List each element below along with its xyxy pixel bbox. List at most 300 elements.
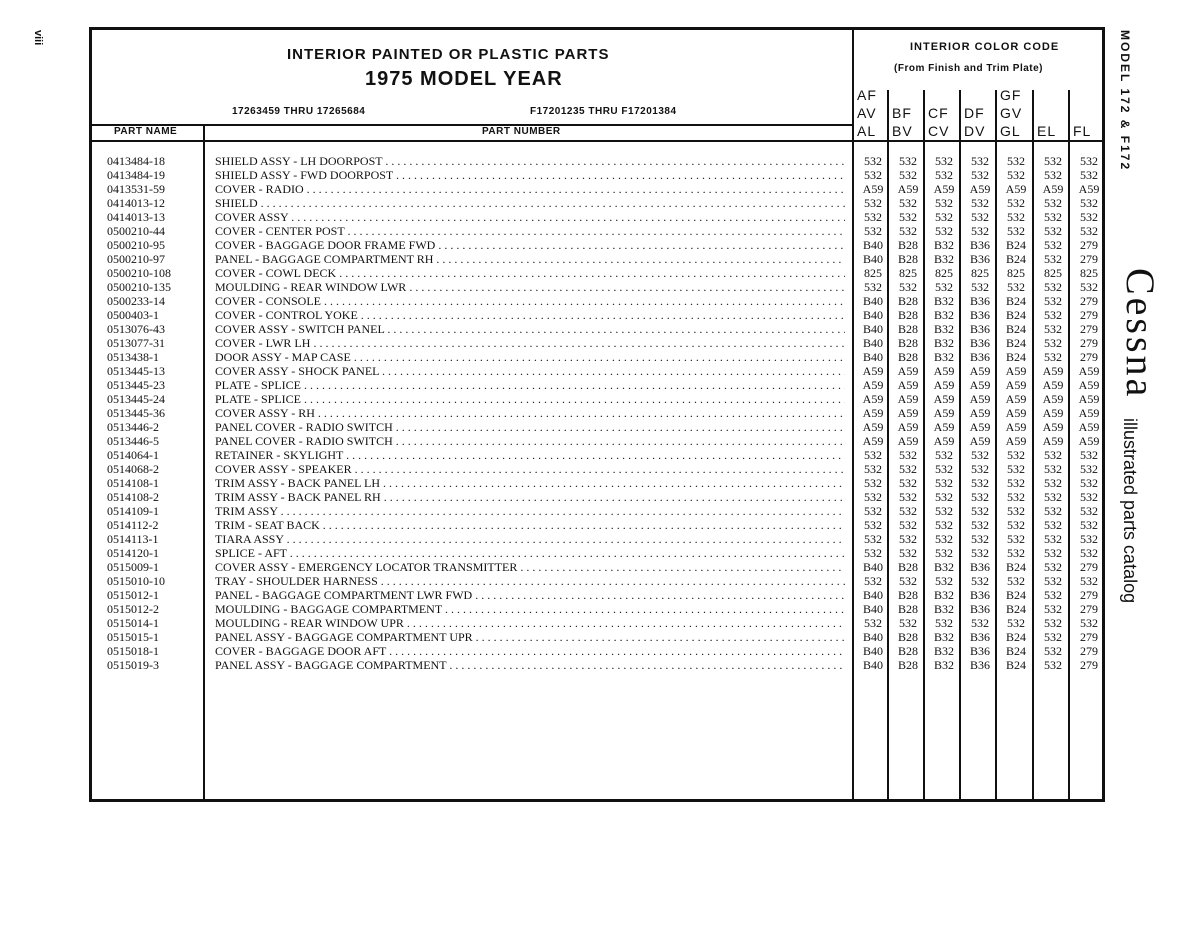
part-description: TRIM ASSY . . . xyxy=(215,504,845,518)
color-code-value: B36 xyxy=(969,294,990,308)
color-code-value: B36 xyxy=(969,630,990,644)
part-description: TIARA ASSY . . . xyxy=(215,532,845,546)
color-code-value: 532 xyxy=(1007,448,1025,462)
part-description: COVER - BAGGAGE DOOR AFT . . . xyxy=(215,644,845,658)
color-code-value: B36 xyxy=(969,308,990,322)
color-code-value: 532 xyxy=(1044,560,1062,574)
color-code-header: DV xyxy=(964,123,986,139)
part-number: 0500210-135 xyxy=(107,280,171,294)
color-code-value: 825 xyxy=(864,266,882,280)
color-code-value: A59 xyxy=(1042,420,1064,434)
color-code-value: B28 xyxy=(897,238,918,252)
color-code-value: 532 xyxy=(1080,546,1098,560)
color-code-value: A59 xyxy=(897,420,919,434)
color-code-value: 279 xyxy=(1080,658,1098,672)
part-description: TRIM ASSY - BACK PANEL RH . . . xyxy=(215,490,845,504)
part-number: 0500210-97 xyxy=(107,252,165,266)
color-code-value: A59 xyxy=(1042,392,1064,406)
color-code-value: 532 xyxy=(1080,448,1098,462)
color-code-value: A59 xyxy=(862,182,884,196)
color-code-value: 532 xyxy=(1044,574,1062,588)
color-code-value: 532 xyxy=(864,532,882,546)
part-description: MOULDING - REAR WINDOW LWR . . . xyxy=(215,280,845,294)
color-code-value: A59 xyxy=(1042,182,1064,196)
part-number: 0515012-2 xyxy=(107,602,159,616)
color-code-value: 532 xyxy=(1007,616,1025,630)
color-code-value: B24 xyxy=(1005,322,1026,336)
color-code-header: DF xyxy=(964,105,985,121)
color-code-value: B32 xyxy=(933,644,954,658)
color-code-value: A59 xyxy=(969,420,991,434)
part-description: PANEL - BAGGAGE COMPARTMENT LWR FWD . . . xyxy=(215,588,845,602)
color-code-value: 825 xyxy=(1044,266,1062,280)
color-code-value: B40 xyxy=(862,644,883,658)
header-rule-top xyxy=(92,124,852,126)
serial-range-left: 17263459 THRU 17265684 xyxy=(232,106,366,117)
color-code-value: 532 xyxy=(935,210,953,224)
color-code-value: 532 xyxy=(971,196,989,210)
color-code-header: AF xyxy=(857,87,877,103)
color-code-value: 532 xyxy=(1044,308,1062,322)
color-code-value: A59 xyxy=(897,378,919,392)
color-code-value: B28 xyxy=(897,560,918,574)
color-code-value: 532 xyxy=(1044,462,1062,476)
color-code-value: A59 xyxy=(1078,378,1100,392)
table-row xyxy=(92,476,1102,490)
color-code-value: 532 xyxy=(1044,490,1062,504)
table-row xyxy=(92,266,1102,280)
color-code-header: CF xyxy=(928,105,949,121)
part-number: 0515010-10 xyxy=(107,574,165,588)
table-row xyxy=(92,490,1102,504)
color-code-value: 532 xyxy=(1044,154,1062,168)
color-code-value: 532 xyxy=(935,462,953,476)
color-code-value: 532 xyxy=(935,168,953,182)
color-code-header: FL xyxy=(1073,123,1092,139)
table-row xyxy=(92,350,1102,364)
color-code-value: 279 xyxy=(1080,252,1098,266)
color-code-value: 532 xyxy=(864,196,882,210)
color-code-value: A59 xyxy=(933,420,955,434)
part-number: 0514068-2 xyxy=(107,462,159,476)
color-code-value: 279 xyxy=(1080,560,1098,574)
color-code-value: 532 xyxy=(935,546,953,560)
color-code-value: 532 xyxy=(971,448,989,462)
part-description: PANEL - BAGGAGE COMPARTMENT RH . . . xyxy=(215,252,845,266)
color-code-value: B36 xyxy=(969,602,990,616)
color-code-value: A59 xyxy=(1078,392,1100,406)
color-code-value: B32 xyxy=(933,630,954,644)
color-code-value: B24 xyxy=(1005,308,1026,322)
part-number: 0513445-13 xyxy=(107,364,165,378)
color-code-value: A59 xyxy=(1005,406,1027,420)
color-code-value: A59 xyxy=(897,434,919,448)
color-code-value: B24 xyxy=(1005,294,1026,308)
color-code-value: A59 xyxy=(933,434,955,448)
color-code-value: A59 xyxy=(1042,434,1064,448)
color-code-value: 532 xyxy=(1007,476,1025,490)
color-code-value: A59 xyxy=(1078,406,1100,420)
color-code-value: 532 xyxy=(1080,490,1098,504)
color-code-value: B24 xyxy=(1005,252,1026,266)
table-row xyxy=(92,378,1102,392)
part-number: 0414013-13 xyxy=(107,210,165,224)
color-code-value: 532 xyxy=(1080,210,1098,224)
color-code-value: 532 xyxy=(935,224,953,238)
color-code-value: 532 xyxy=(899,462,917,476)
color-code-value: A59 xyxy=(862,434,884,448)
serial-range-right: F17201235 THRU F17201384 xyxy=(530,106,677,117)
color-code-value: 532 xyxy=(971,462,989,476)
color-code-value: A59 xyxy=(862,406,884,420)
color-code-header: EL xyxy=(1037,123,1057,139)
part-description: SHIELD . . . xyxy=(215,196,845,210)
part-number: 0513438-1 xyxy=(107,350,159,364)
color-code-value: 532 xyxy=(1080,462,1098,476)
color-code-value: 532 xyxy=(899,168,917,182)
color-code-value: 532 xyxy=(864,168,882,182)
color-code-value: A59 xyxy=(1078,420,1100,434)
color-code-value: 532 xyxy=(935,196,953,210)
color-code-header: CV xyxy=(928,123,950,139)
color-code-value: 532 xyxy=(971,168,989,182)
part-number: 0513076-43 xyxy=(107,322,165,336)
color-code-value: 532 xyxy=(1044,504,1062,518)
part-description: PANEL COVER - RADIO SWITCH . . . xyxy=(215,434,845,448)
part-number: 0514113-1 xyxy=(107,532,159,546)
part-description: COVER ASSY - SPEAKER . . . xyxy=(215,462,845,476)
part-description: MOULDING - REAR WINDOW UPR . . . xyxy=(215,616,845,630)
color-code-value: 279 xyxy=(1080,644,1098,658)
color-code-value: B28 xyxy=(897,294,918,308)
color-code-value: 532 xyxy=(899,616,917,630)
color-code-value: 532 xyxy=(864,154,882,168)
color-code-value: 532 xyxy=(899,532,917,546)
color-code-value: 532 xyxy=(1080,280,1098,294)
parts-table-frame xyxy=(89,27,1105,802)
part-description: DOOR ASSY - MAP CASE . . . xyxy=(215,350,845,364)
color-code-value: 532 xyxy=(899,210,917,224)
color-code-header: BV xyxy=(892,123,913,139)
color-code-value: 532 xyxy=(1007,546,1025,560)
color-code-value: 532 xyxy=(864,504,882,518)
page-number: viii xyxy=(32,30,44,46)
color-code-header: BF xyxy=(892,105,912,121)
color-code-value: 532 xyxy=(1080,532,1098,546)
color-code-value: B36 xyxy=(969,238,990,252)
color-code-value: 825 xyxy=(1007,266,1025,280)
color-code-value: 532 xyxy=(971,476,989,490)
color-code-value: 532 xyxy=(899,518,917,532)
color-code-value: 532 xyxy=(1080,574,1098,588)
color-code-header: AL xyxy=(857,123,877,139)
table-row xyxy=(92,336,1102,350)
part-description: COVER - CONTROL YOKE . . . xyxy=(215,308,845,322)
color-code-value: 825 xyxy=(971,266,989,280)
color-code-value: B40 xyxy=(862,336,883,350)
color-code-value: 279 xyxy=(1080,294,1098,308)
color-code-value: 532 xyxy=(971,280,989,294)
color-code-value: 279 xyxy=(1080,308,1098,322)
table-row xyxy=(92,294,1102,308)
color-code-value: 532 xyxy=(1080,616,1098,630)
table-row xyxy=(92,238,1102,252)
color-code-value: 532 xyxy=(899,196,917,210)
color-code-value: 532 xyxy=(971,518,989,532)
color-code-value: B36 xyxy=(969,658,990,672)
color-code-value: 532 xyxy=(935,448,953,462)
part-description: PANEL ASSY - BAGGAGE COMPARTMENT . . . xyxy=(215,658,845,672)
color-code-value: A59 xyxy=(933,364,955,378)
color-code-value: 279 xyxy=(1080,350,1098,364)
part-description: PLATE - SPLICE . . . xyxy=(215,378,845,392)
table-row xyxy=(92,448,1102,462)
color-code-value: 532 xyxy=(1044,252,1062,266)
color-code-value: 532 xyxy=(1007,574,1025,588)
color-code-value: B28 xyxy=(897,252,918,266)
color-code-value: A59 xyxy=(969,406,991,420)
table-row xyxy=(92,252,1102,266)
part-description: COVER ASSY - RH . . . xyxy=(215,406,845,420)
color-code-value: 532 xyxy=(899,546,917,560)
color-code-value: 532 xyxy=(1080,518,1098,532)
color-code-value: A59 xyxy=(897,392,919,406)
color-code-value: A59 xyxy=(1078,182,1100,196)
color-code-header: AV xyxy=(857,105,877,121)
color-code-value: A59 xyxy=(862,364,884,378)
color-code-value: B40 xyxy=(862,322,883,336)
color-code-value: A59 xyxy=(969,182,991,196)
table-row xyxy=(92,462,1102,476)
color-code-value: 532 xyxy=(864,224,882,238)
part-description: COVER ASSY - SWITCH PANEL . . . xyxy=(215,322,845,336)
color-code-value: A59 xyxy=(1042,406,1064,420)
table-row xyxy=(92,154,1102,168)
color-code-value: 532 xyxy=(1007,504,1025,518)
color-code-value: 532 xyxy=(1044,280,1062,294)
part-description: COVER - BAGGAGE DOOR FRAME FWD . . . xyxy=(215,238,845,252)
color-code-value: A59 xyxy=(862,420,884,434)
color-code-value: 532 xyxy=(1044,644,1062,658)
part-description: SPLICE - AFT . . . xyxy=(215,546,845,560)
color-code-value: B40 xyxy=(862,602,883,616)
color-code-value: 532 xyxy=(864,546,882,560)
color-code-value: A59 xyxy=(969,364,991,378)
color-code-value: B28 xyxy=(897,350,918,364)
color-code-value: 532 xyxy=(935,490,953,504)
color-code-value: B40 xyxy=(862,238,883,252)
color-code-value: 532 xyxy=(899,448,917,462)
part-number: 0514112-2 xyxy=(107,518,159,532)
color-code-value: A59 xyxy=(933,378,955,392)
color-code-value: B32 xyxy=(933,252,954,266)
color-code-value: 532 xyxy=(1044,350,1062,364)
part-description: COVER - RADIO . . . xyxy=(215,182,845,196)
color-code-value: A59 xyxy=(933,406,955,420)
color-code-value: A59 xyxy=(933,392,955,406)
color-code-value: 279 xyxy=(1080,630,1098,644)
part-name-header: PART NAME xyxy=(114,126,178,137)
color-code-value: 532 xyxy=(971,504,989,518)
part-number: 0513446-5 xyxy=(107,434,159,448)
color-code-value: 532 xyxy=(1080,224,1098,238)
table-row xyxy=(92,392,1102,406)
color-code-value: B36 xyxy=(969,644,990,658)
color-code-value: 532 xyxy=(864,462,882,476)
table-row xyxy=(92,630,1102,644)
color-code-value: 532 xyxy=(899,280,917,294)
color-code-value: 532 xyxy=(971,574,989,588)
catalog-label: illustrated parts catalog xyxy=(1120,418,1140,604)
table-row xyxy=(92,546,1102,560)
color-code-value: 532 xyxy=(1044,168,1062,182)
part-number: 0515012-1 xyxy=(107,588,159,602)
color-code-value: 825 xyxy=(1080,266,1098,280)
color-code-value: 532 xyxy=(864,448,882,462)
table-row xyxy=(92,308,1102,322)
color-code-value: 532 xyxy=(1007,532,1025,546)
part-number: 0514109-1 xyxy=(107,504,159,518)
color-code-value: B32 xyxy=(933,658,954,672)
table-row xyxy=(92,420,1102,434)
table-row xyxy=(92,532,1102,546)
brand-logo: Cessna xyxy=(1118,268,1163,400)
color-code-value: 532 xyxy=(864,616,882,630)
color-code-value: B24 xyxy=(1005,658,1026,672)
part-number: 0513446-2 xyxy=(107,420,159,434)
color-code-value: B40 xyxy=(862,588,883,602)
color-code-value: A59 xyxy=(897,364,919,378)
table-row xyxy=(92,574,1102,588)
color-code-value: 532 xyxy=(1044,476,1062,490)
part-number: 0513077-31 xyxy=(107,336,165,350)
part-description: SHIELD ASSY - LH DOORPOST . . . xyxy=(215,154,845,168)
part-number: 0515014-1 xyxy=(107,616,159,630)
color-code-value: B28 xyxy=(897,308,918,322)
color-code-value: 532 xyxy=(864,518,882,532)
color-code-value: B40 xyxy=(862,630,883,644)
color-code-value: A59 xyxy=(1005,420,1027,434)
color-code-value: 532 xyxy=(1044,658,1062,672)
color-code-value: B32 xyxy=(933,322,954,336)
part-description: TRIM - SEAT BACK . . . xyxy=(215,518,845,532)
color-code-value: A59 xyxy=(1005,434,1027,448)
part-number: 0513445-24 xyxy=(107,392,165,406)
color-code-value: 532 xyxy=(1044,518,1062,532)
color-code-value: 279 xyxy=(1080,588,1098,602)
color-code-value: 532 xyxy=(1044,196,1062,210)
color-code-value: A59 xyxy=(969,378,991,392)
color-code-value: 532 xyxy=(1080,154,1098,168)
color-code-value: 532 xyxy=(864,210,882,224)
part-number: 0413531-59 xyxy=(107,182,165,196)
part-number: 0514120-1 xyxy=(107,546,159,560)
table-row xyxy=(92,406,1102,420)
color-code-value: 825 xyxy=(899,266,917,280)
part-description: COVER ASSY - EMERGENCY LOCATOR TRANSMITTER . . . xyxy=(215,560,845,574)
part-description: COVER - LWR LH . . . xyxy=(215,336,845,350)
color-code-value: 532 xyxy=(1044,210,1062,224)
color-code-value: 532 xyxy=(971,532,989,546)
table-row xyxy=(92,210,1102,224)
table-row xyxy=(92,644,1102,658)
part-description: PANEL ASSY - BAGGAGE COMPARTMENT UPR . . . xyxy=(215,630,845,644)
color-code-value: B32 xyxy=(933,294,954,308)
part-number-header: PART NUMBER xyxy=(482,126,561,137)
color-code-value: 532 xyxy=(1080,196,1098,210)
color-code-value: A59 xyxy=(862,378,884,392)
color-code-value: B36 xyxy=(969,322,990,336)
table-title: INTERIOR PAINTED OR PLASTIC PARTS xyxy=(287,46,610,63)
color-code-value: 532 xyxy=(1044,224,1062,238)
color-code-value: 532 xyxy=(971,154,989,168)
part-description: COVER ASSY . . . xyxy=(215,210,845,224)
part-description: SHIELD ASSY - FWD DOORPOST . . . xyxy=(215,168,845,182)
part-description: COVER - CENTER POST . . . xyxy=(215,224,845,238)
part-number: 0513445-23 xyxy=(107,378,165,392)
color-code-value: 532 xyxy=(864,280,882,294)
color-code-value: A59 xyxy=(1078,364,1100,378)
color-code-value: 532 xyxy=(1044,336,1062,350)
color-code-value: B40 xyxy=(862,252,883,266)
table-row xyxy=(92,588,1102,602)
part-description: COVER - COWL DECK . . . xyxy=(215,266,845,280)
color-code-value: A59 xyxy=(862,392,884,406)
color-code-value: B24 xyxy=(1005,588,1026,602)
color-code-value: 532 xyxy=(971,490,989,504)
header-rule-bottom xyxy=(92,140,1102,142)
part-description: TRIM ASSY - BACK PANEL LH . . . xyxy=(215,476,845,490)
parts-list xyxy=(92,154,1102,672)
color-code-value: 532 xyxy=(935,154,953,168)
color-code-value: B32 xyxy=(933,238,954,252)
color-code-value: 532 xyxy=(864,574,882,588)
color-code-value: B24 xyxy=(1005,630,1026,644)
table-row xyxy=(92,616,1102,630)
color-code-value: 532 xyxy=(1044,448,1062,462)
color-code-value: 532 xyxy=(1044,294,1062,308)
color-code-value: 532 xyxy=(935,504,953,518)
table-row xyxy=(92,196,1102,210)
color-code-value: 532 xyxy=(1007,168,1025,182)
color-code-value: 532 xyxy=(971,616,989,630)
color-code-value: 532 xyxy=(1044,532,1062,546)
color-code-value: 532 xyxy=(864,490,882,504)
color-code-value: 532 xyxy=(899,490,917,504)
color-code-value: 279 xyxy=(1080,322,1098,336)
color-code-value: B40 xyxy=(862,350,883,364)
color-code-value: A59 xyxy=(1042,364,1064,378)
color-code-value: B40 xyxy=(862,294,883,308)
color-code-value: B36 xyxy=(969,560,990,574)
part-description: RETAINER - SKYLIGHT . . . xyxy=(215,448,845,462)
color-code-value: B40 xyxy=(862,308,883,322)
table-row xyxy=(92,518,1102,532)
color-code-value: 532 xyxy=(971,546,989,560)
table-row xyxy=(92,364,1102,378)
color-code-value: 825 xyxy=(935,266,953,280)
color-code-value: B24 xyxy=(1005,336,1026,350)
part-description: TRAY - SHOULDER HARNESS . . . xyxy=(215,574,845,588)
color-code-value: 532 xyxy=(1080,476,1098,490)
color-code-value: 279 xyxy=(1080,336,1098,350)
color-code-value: B24 xyxy=(1005,560,1026,574)
color-code-value: 532 xyxy=(971,224,989,238)
color-code-value: B40 xyxy=(862,560,883,574)
color-code-value: B28 xyxy=(897,322,918,336)
part-number: 0515009-1 xyxy=(107,560,159,574)
color-code-value: B28 xyxy=(897,588,918,602)
